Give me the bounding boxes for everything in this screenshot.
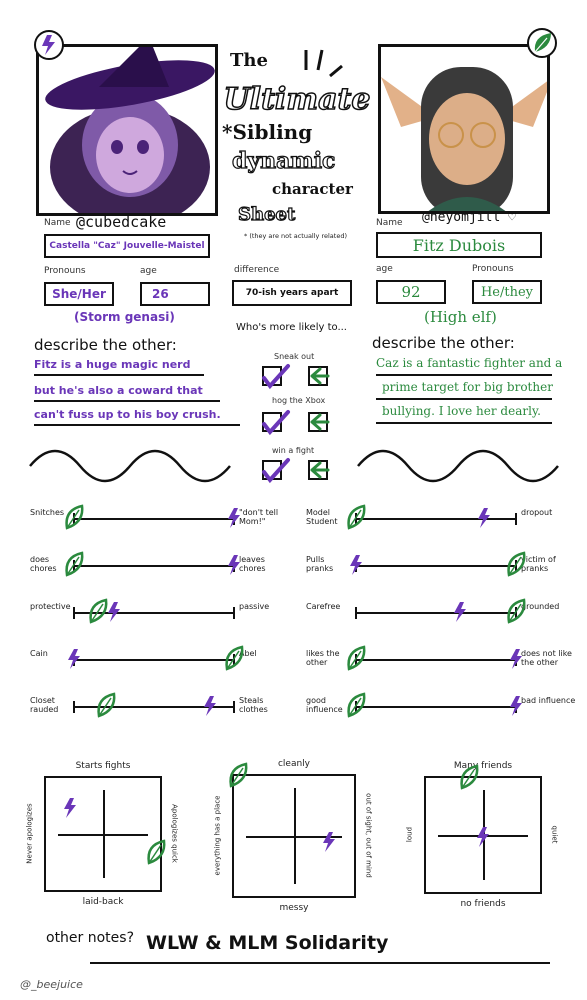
grid-label-left: loud — [405, 826, 414, 843]
wave-divider-left — [30, 446, 230, 486]
fitz-describe-3: bullying. I love her dearly. — [382, 404, 541, 418]
slider-label-left: Snitches — [30, 508, 65, 517]
leaf-icon — [88, 598, 108, 628]
likely-marks — [250, 356, 370, 496]
leaf-icon — [96, 692, 116, 722]
caz-pronouns-box — [44, 282, 114, 306]
slider-tick — [233, 607, 235, 619]
slider-track-left-3[interactable] — [74, 659, 234, 661]
caz-describe-label: describe the other: — [34, 336, 177, 354]
slider-label-right: leaves chores — [239, 555, 266, 573]
difference-value: 70-ish years apart — [245, 288, 339, 298]
slider-track-right-2[interactable] — [356, 612, 516, 614]
lightning-icon — [322, 832, 336, 856]
caz-handle: @cubedcake — [76, 213, 167, 231]
fitz-pronouns: He/they — [480, 284, 534, 300]
lightning-icon — [477, 508, 491, 532]
caz-age: 26 — [152, 287, 169, 301]
caz-describe-1: Fitz is a huge magic nerd — [34, 358, 191, 371]
fitz-age: 92 — [401, 283, 421, 301]
slider-label-left: protective — [30, 602, 71, 611]
lightning-icon — [476, 827, 490, 851]
slider-label-left: Pulls pranks — [306, 555, 334, 573]
caz-pronouns-label: Pronouns — [44, 266, 86, 276]
notes-text: WLW & MLM Solidarity — [146, 932, 389, 954]
grid-label-bottom: laid-back — [82, 897, 124, 907]
slider-track-right-4[interactable] — [356, 706, 516, 708]
slider-tick — [233, 701, 235, 713]
grid-label-bottom: no friends — [460, 899, 506, 909]
caz-describe-3: can't fuss up to his boy crush. — [34, 408, 221, 421]
grid-label-bottom: messy — [279, 903, 309, 913]
credit-text: @_beejuice — [20, 978, 83, 991]
leaf-icon — [346, 645, 366, 675]
caz-age-label: age — [140, 266, 157, 276]
lightning-icon — [107, 602, 121, 626]
leaf-icon — [64, 504, 84, 534]
slider-track-left-0[interactable] — [74, 518, 234, 520]
fitz-name-label: Name — [376, 218, 403, 228]
lightning-icon — [67, 649, 81, 673]
fitz-describe-label: describe the other: — [372, 334, 515, 352]
caz-portrait — [36, 44, 218, 216]
title-line-6: Sheet — [238, 204, 296, 225]
slider-label-right: grounded — [521, 602, 560, 611]
difference-label: difference — [234, 265, 280, 275]
title-accent-marks — [300, 44, 360, 84]
lightning-icon — [227, 508, 241, 532]
slider-label-right: does not like the other — [521, 649, 572, 667]
grid-label-top: Many friends — [453, 761, 513, 771]
grid-label-right: quiet — [550, 825, 559, 844]
caz-lightning-badge — [34, 30, 64, 60]
caz-name-label: Name — [44, 218, 71, 228]
title-line-5: character — [272, 180, 353, 198]
notes-label: other notes? — [46, 930, 135, 946]
likely-label-1: Sneak out — [274, 352, 315, 361]
lightning-icon — [349, 555, 363, 579]
caz-illustration — [39, 47, 218, 216]
leaf-icon — [506, 551, 526, 581]
caz-describe-2: but he's also a coward that — [34, 384, 203, 397]
caz-name-box — [44, 234, 210, 258]
leaf-icon — [459, 764, 479, 794]
likely-label-2: hog the Xbox — [272, 396, 326, 405]
fitz-handle: @heyomjill ♡ — [422, 210, 516, 225]
grid-axis-vertical — [294, 788, 296, 884]
fitz-age-label: age — [376, 264, 393, 274]
grid-label-left: everything has a place — [213, 795, 222, 876]
leaf-icon — [224, 645, 244, 675]
lightning-icon — [203, 696, 217, 720]
slider-tick — [515, 513, 517, 525]
slider-tick — [73, 701, 75, 713]
slider-track-right-1[interactable] — [356, 565, 516, 567]
title-line-3: *Sibling — [222, 120, 313, 144]
slider-label-right: Steals clothes — [239, 696, 268, 714]
fitz-character-name: Fitz Dubois — [412, 235, 506, 255]
caz-race: (Storm genasi) — [74, 310, 175, 324]
slider-label-left: likes the other — [306, 649, 340, 667]
slider-label-left: Carefree — [306, 602, 341, 611]
grid-label-right: out of sight, out of mind — [364, 793, 373, 878]
wave-divider-right — [358, 446, 558, 486]
slider-label-left: good influence — [306, 696, 343, 714]
lightning-icon — [509, 696, 523, 720]
caz-pronouns: She/Her — [52, 287, 106, 301]
fitz-illustration — [381, 47, 550, 214]
slider-track-right-3[interactable] — [356, 659, 516, 661]
fitz-describe-2: prime target for big brother — [382, 380, 553, 394]
difference-box — [232, 280, 352, 306]
title-line-1: The — [230, 50, 268, 71]
grid-label-top: cleanly — [277, 759, 311, 769]
slider-label-left: does chores — [30, 555, 57, 573]
fitz-describe-1: Caz is a fantastic fighter and a — [376, 356, 563, 370]
grid-label-top: Starts fights — [75, 761, 131, 771]
slider-track-right-0[interactable] — [356, 518, 516, 520]
slider-label-right: bad influence — [521, 696, 576, 705]
slider-label-right: passive — [239, 602, 270, 611]
slider-track-left-1[interactable] — [74, 565, 234, 567]
fitz-race: (High elf) — [424, 308, 497, 326]
grid-label-right: Apologizes quick — [170, 804, 179, 863]
slider-label-left: Cain — [30, 649, 48, 658]
title-line-4: dynamic — [232, 148, 336, 174]
lightning-icon — [227, 555, 241, 579]
slider-label-right: dropout — [521, 508, 553, 517]
caz-age-box — [140, 282, 210, 306]
grid-label-left: Never apologizes — [25, 803, 34, 864]
leaf-icon — [346, 692, 366, 722]
leaf-icon — [228, 762, 248, 792]
slider-tick — [355, 607, 357, 619]
fitz-pronouns-label: Pronouns — [472, 264, 514, 274]
leaf-icon — [346, 504, 366, 534]
lightning-icon — [453, 602, 467, 626]
fitz-age-box — [376, 280, 446, 304]
notes-underline — [90, 962, 550, 964]
fitz-name-box — [376, 232, 542, 258]
title-line-2: Ultimate — [223, 82, 371, 117]
slider-label-right: "don't tell Mom!" — [239, 508, 279, 526]
leaf-icon — [146, 839, 166, 869]
grid-axis-vertical — [103, 790, 105, 878]
sheet-title — [218, 44, 376, 244]
slider-label-left: Model Student — [306, 508, 338, 526]
slider-label-left: Closet rauded — [30, 696, 59, 714]
title-note: * (they are not actually related) — [244, 232, 347, 240]
slider-label-right: victim of pranks — [521, 555, 556, 573]
slider-tick — [73, 607, 75, 619]
lightning-icon — [509, 649, 523, 673]
likely-title: Who's more likely to... — [236, 322, 347, 333]
likely-label-3: win a fight — [272, 446, 315, 455]
lightning-icon — [63, 798, 77, 822]
fitz-leaf-badge — [527, 28, 557, 58]
leaf-icon — [506, 598, 526, 628]
fitz-pronouns-box — [472, 280, 542, 304]
fitz-portrait — [378, 44, 550, 214]
leaf-icon — [64, 551, 84, 581]
slider-label-right: Abel — [239, 649, 257, 658]
caz-character-name: Castella "Caz" Jouvelle-Maistel — [49, 241, 205, 251]
